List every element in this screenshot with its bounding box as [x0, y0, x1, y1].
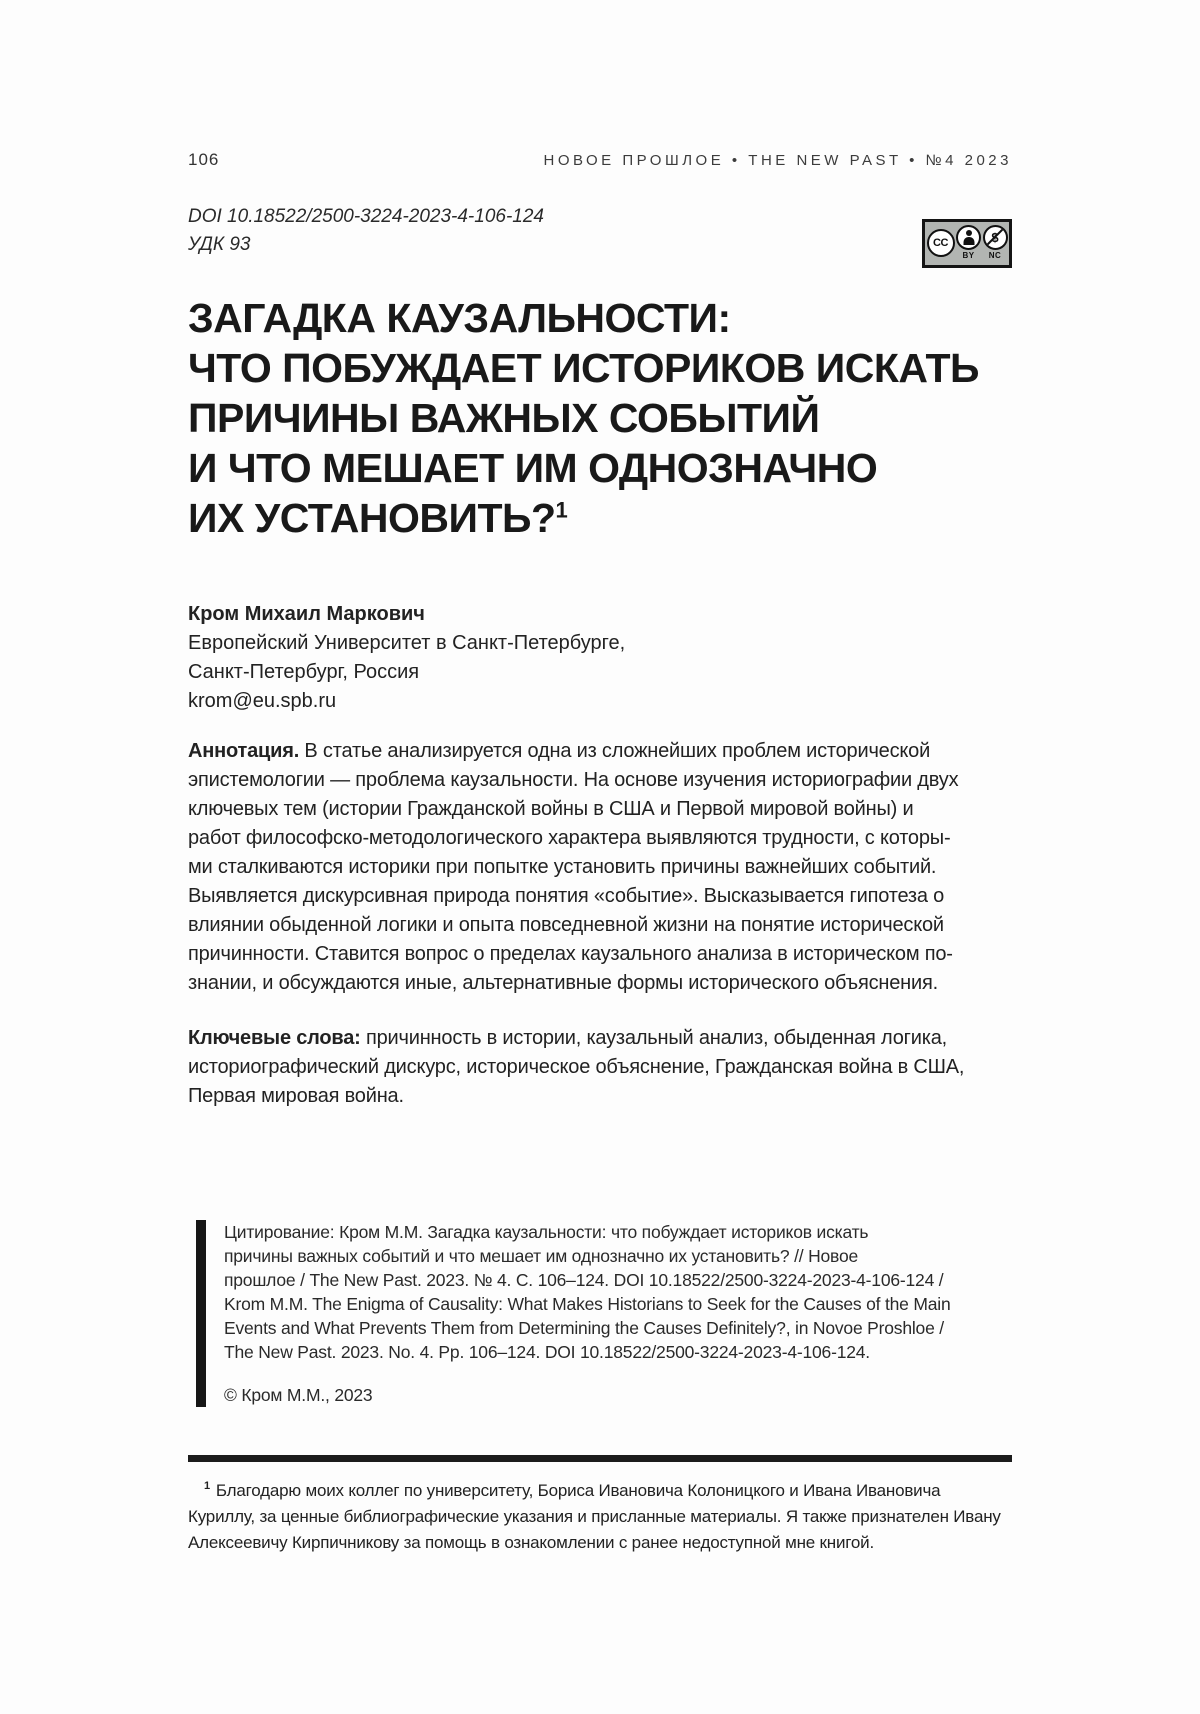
author-city: Санкт-Петербург, Россия — [188, 661, 420, 683]
doi-line: DOI 10.18522/2500-3224-2023-4-106-124 — [188, 206, 544, 227]
title-line: ЗАГАДКА КАУЗАЛЬНОСТИ: — [188, 295, 731, 341]
cc-nc-group — [983, 225, 1008, 260]
title-line: ПРИЧИНЫ ВАЖНЫХ СОБЫТИЙ — [188, 395, 820, 441]
by-person-icon — [956, 225, 981, 250]
keywords — [188, 1024, 1012, 1111]
page-number: 106 — [188, 150, 220, 169]
title-line: ИХ УСТАНОВИТЬ?$^1$ — [188, 495, 568, 541]
citation-block — [196, 1220, 1004, 1407]
keywords-label: Ключевые слова: — [188, 1027, 361, 1049]
keywords-text: причинность в истории, каузальный анализ, обыденная логика, историографический дискурс, историческое объяснение, Гражданская война в США, Первая мировая война. — [188, 1027, 965, 1107]
author-name: Кром Михаил Маркович — [188, 603, 425, 625]
cc-license-badge — [922, 219, 1012, 268]
footnote-text: Благодарю моих коллег по университету, Бориса Ивановича Колоницкого и Ивана Ивановича Куриллу, за ценные библиографические указания и присланные материалы. Я также признателен Ивану Алексеевичу Кирпичникову за помощь в ознакомлении с ранее недоступной мне книгой. — [188, 1481, 1001, 1552]
author-email: krom@eu.spb.ru — [188, 690, 337, 712]
footnote-ref: 1 — [204, 1480, 210, 1493]
nc-label: NC — [988, 251, 1002, 260]
udk-line: УДК 93 — [188, 234, 251, 255]
footnote — [188, 1478, 1012, 1556]
journal-header: НОВОЕ ПРОШЛОЕ • THE NEW PAST • №4 2023 — [543, 152, 1012, 169]
cc-icon: CC — [927, 229, 955, 257]
article-meta — [188, 203, 1012, 259]
author-block — [188, 600, 1012, 716]
title-line: И ЧТО МЕШАЕТ ИМ ОДНОЗНАЧНО — [188, 445, 878, 491]
abstract-text: В статье анализируется одна из сложнейших проблем исторической эпистемологии — проблема каузальности. На основе изучения историографии двух ключевых тем (истории Гражданской войны в США и Первой мировой войны) и работ философско-методологического характера выявляются трудности, с которы- ми сталкиваются историки при попытке установить причины важнейших событий. Выявляется дискурсивная природа понятия «событие». Высказывается гипотеза о влиянии обыденной логики и опыта повседневной жизни на понятие исторической причинности. Ставится вопрос о пределах каузального анализа в историческом по- знании, и обсуждаются иные, альтернативные формы исторического объяснения. — [188, 740, 959, 994]
footnote-divider — [188, 1455, 1012, 1462]
abstract-label: Аннотация. — [188, 740, 300, 762]
title-line: ЧТО ПОБУЖДАЕТ ИСТОРИКОВ ИСКАТЬ — [188, 345, 979, 391]
title-footnote-ref: 1 — [555, 497, 568, 523]
nc-dollar-slash-icon — [983, 225, 1008, 250]
abstract — [188, 737, 1012, 998]
cc-by-group — [956, 225, 981, 260]
citation-text: Цитирование: Кром М.М. Загадка каузальности: что побуждает историков искать причины важных событий и что мешает им однозначно их установить? // Новое прошлое / The New Past. 2023. № 4. С. 106–124. DOI 10.18522/2500-3224-2023-4-106-124 / Krom M.M. The Enigma of Causality: What Makes Historians to Seek for the Causes of the Main Events and What Prevents Them from Determining the Causes Definitely?, in Novoe Proshloe / The New Past. 2023. No. 4. Pp. 106–124. DOI 10.18522/2500-3224-2023-4-106-124. — [224, 1222, 951, 1362]
copyright-line: © Кром М.М., 2023 — [224, 1385, 373, 1405]
by-label: BY — [962, 251, 975, 260]
running-header — [188, 150, 1012, 170]
author-affiliation: Европейский Университет в Санкт-Петербурге, — [188, 632, 626, 654]
article-title — [188, 293, 1068, 543]
